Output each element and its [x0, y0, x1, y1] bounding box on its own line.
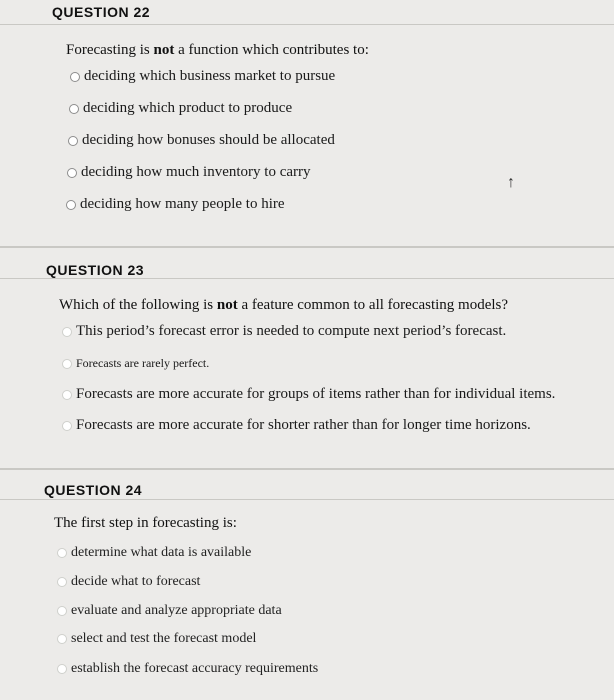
radio-button[interactable]: [62, 359, 72, 369]
cursor-mark-icon: ↑: [507, 174, 515, 191]
radio-button[interactable]: [62, 390, 72, 400]
question-24-header: QUESTION 24: [44, 482, 143, 498]
q22-option-2[interactable]: deciding which product to produce: [69, 100, 292, 117]
radio-button[interactable]: [57, 548, 67, 558]
radio-button[interactable]: [62, 327, 72, 337]
q24-option-3[interactable]: evaluate and analyze appropriate data: [57, 603, 282, 619]
radio-button[interactable]: [57, 606, 67, 616]
radio-button[interactable]: [70, 72, 80, 82]
radio-button[interactable]: [67, 168, 77, 178]
radio-button[interactable]: [57, 577, 67, 587]
question-24-prompt: The first step in forecasting is:: [54, 515, 237, 531]
radio-button[interactable]: [66, 200, 76, 210]
q22-option-4[interactable]: deciding how much inventory to carry: [67, 164, 311, 181]
radio-button[interactable]: [57, 664, 67, 674]
question-23-prompt: Which of the following is not a feature common to all forecasting models?: [59, 297, 509, 313]
q23-option-3[interactable]: Forecasts are more accurate for groups of items rather than for individual items.: [62, 386, 555, 403]
q24-option-5[interactable]: establish the forecast accuracy requirements: [57, 661, 318, 677]
q23-option-2[interactable]: Forecasts are rarely perfect.: [62, 356, 209, 371]
divider: [0, 468, 614, 470]
q22-option-1[interactable]: deciding which business market to pursue: [70, 68, 335, 85]
divider: [0, 499, 614, 500]
q23-option-1[interactable]: This period’s forecast error is needed to compute next period’s forecast.: [62, 323, 506, 340]
radio-button[interactable]: [57, 634, 67, 644]
q22-option-5[interactable]: deciding how many people to hire: [66, 196, 285, 213]
question-23-header: QUESTION 23: [46, 262, 145, 278]
radio-button[interactable]: [69, 104, 79, 114]
divider: [0, 278, 614, 279]
q23-option-4[interactable]: Forecasts are more accurate for shorter rather than for longer time horizons.: [62, 417, 531, 434]
divider: [0, 24, 614, 25]
q22-option-3[interactable]: deciding how bonuses should be allocated: [68, 132, 335, 149]
divider: [0, 246, 614, 248]
q24-option-4[interactable]: select and test the forecast model: [57, 631, 256, 647]
question-22-header: QUESTION 22: [52, 4, 151, 20]
question-22-prompt: Forecasting is not a function which contributes to:: [66, 42, 369, 58]
radio-button[interactable]: [62, 421, 72, 431]
q24-option-1[interactable]: determine what data is available: [57, 545, 251, 561]
radio-button[interactable]: [68, 136, 78, 146]
q24-option-2[interactable]: decide what to forecast: [57, 574, 200, 590]
